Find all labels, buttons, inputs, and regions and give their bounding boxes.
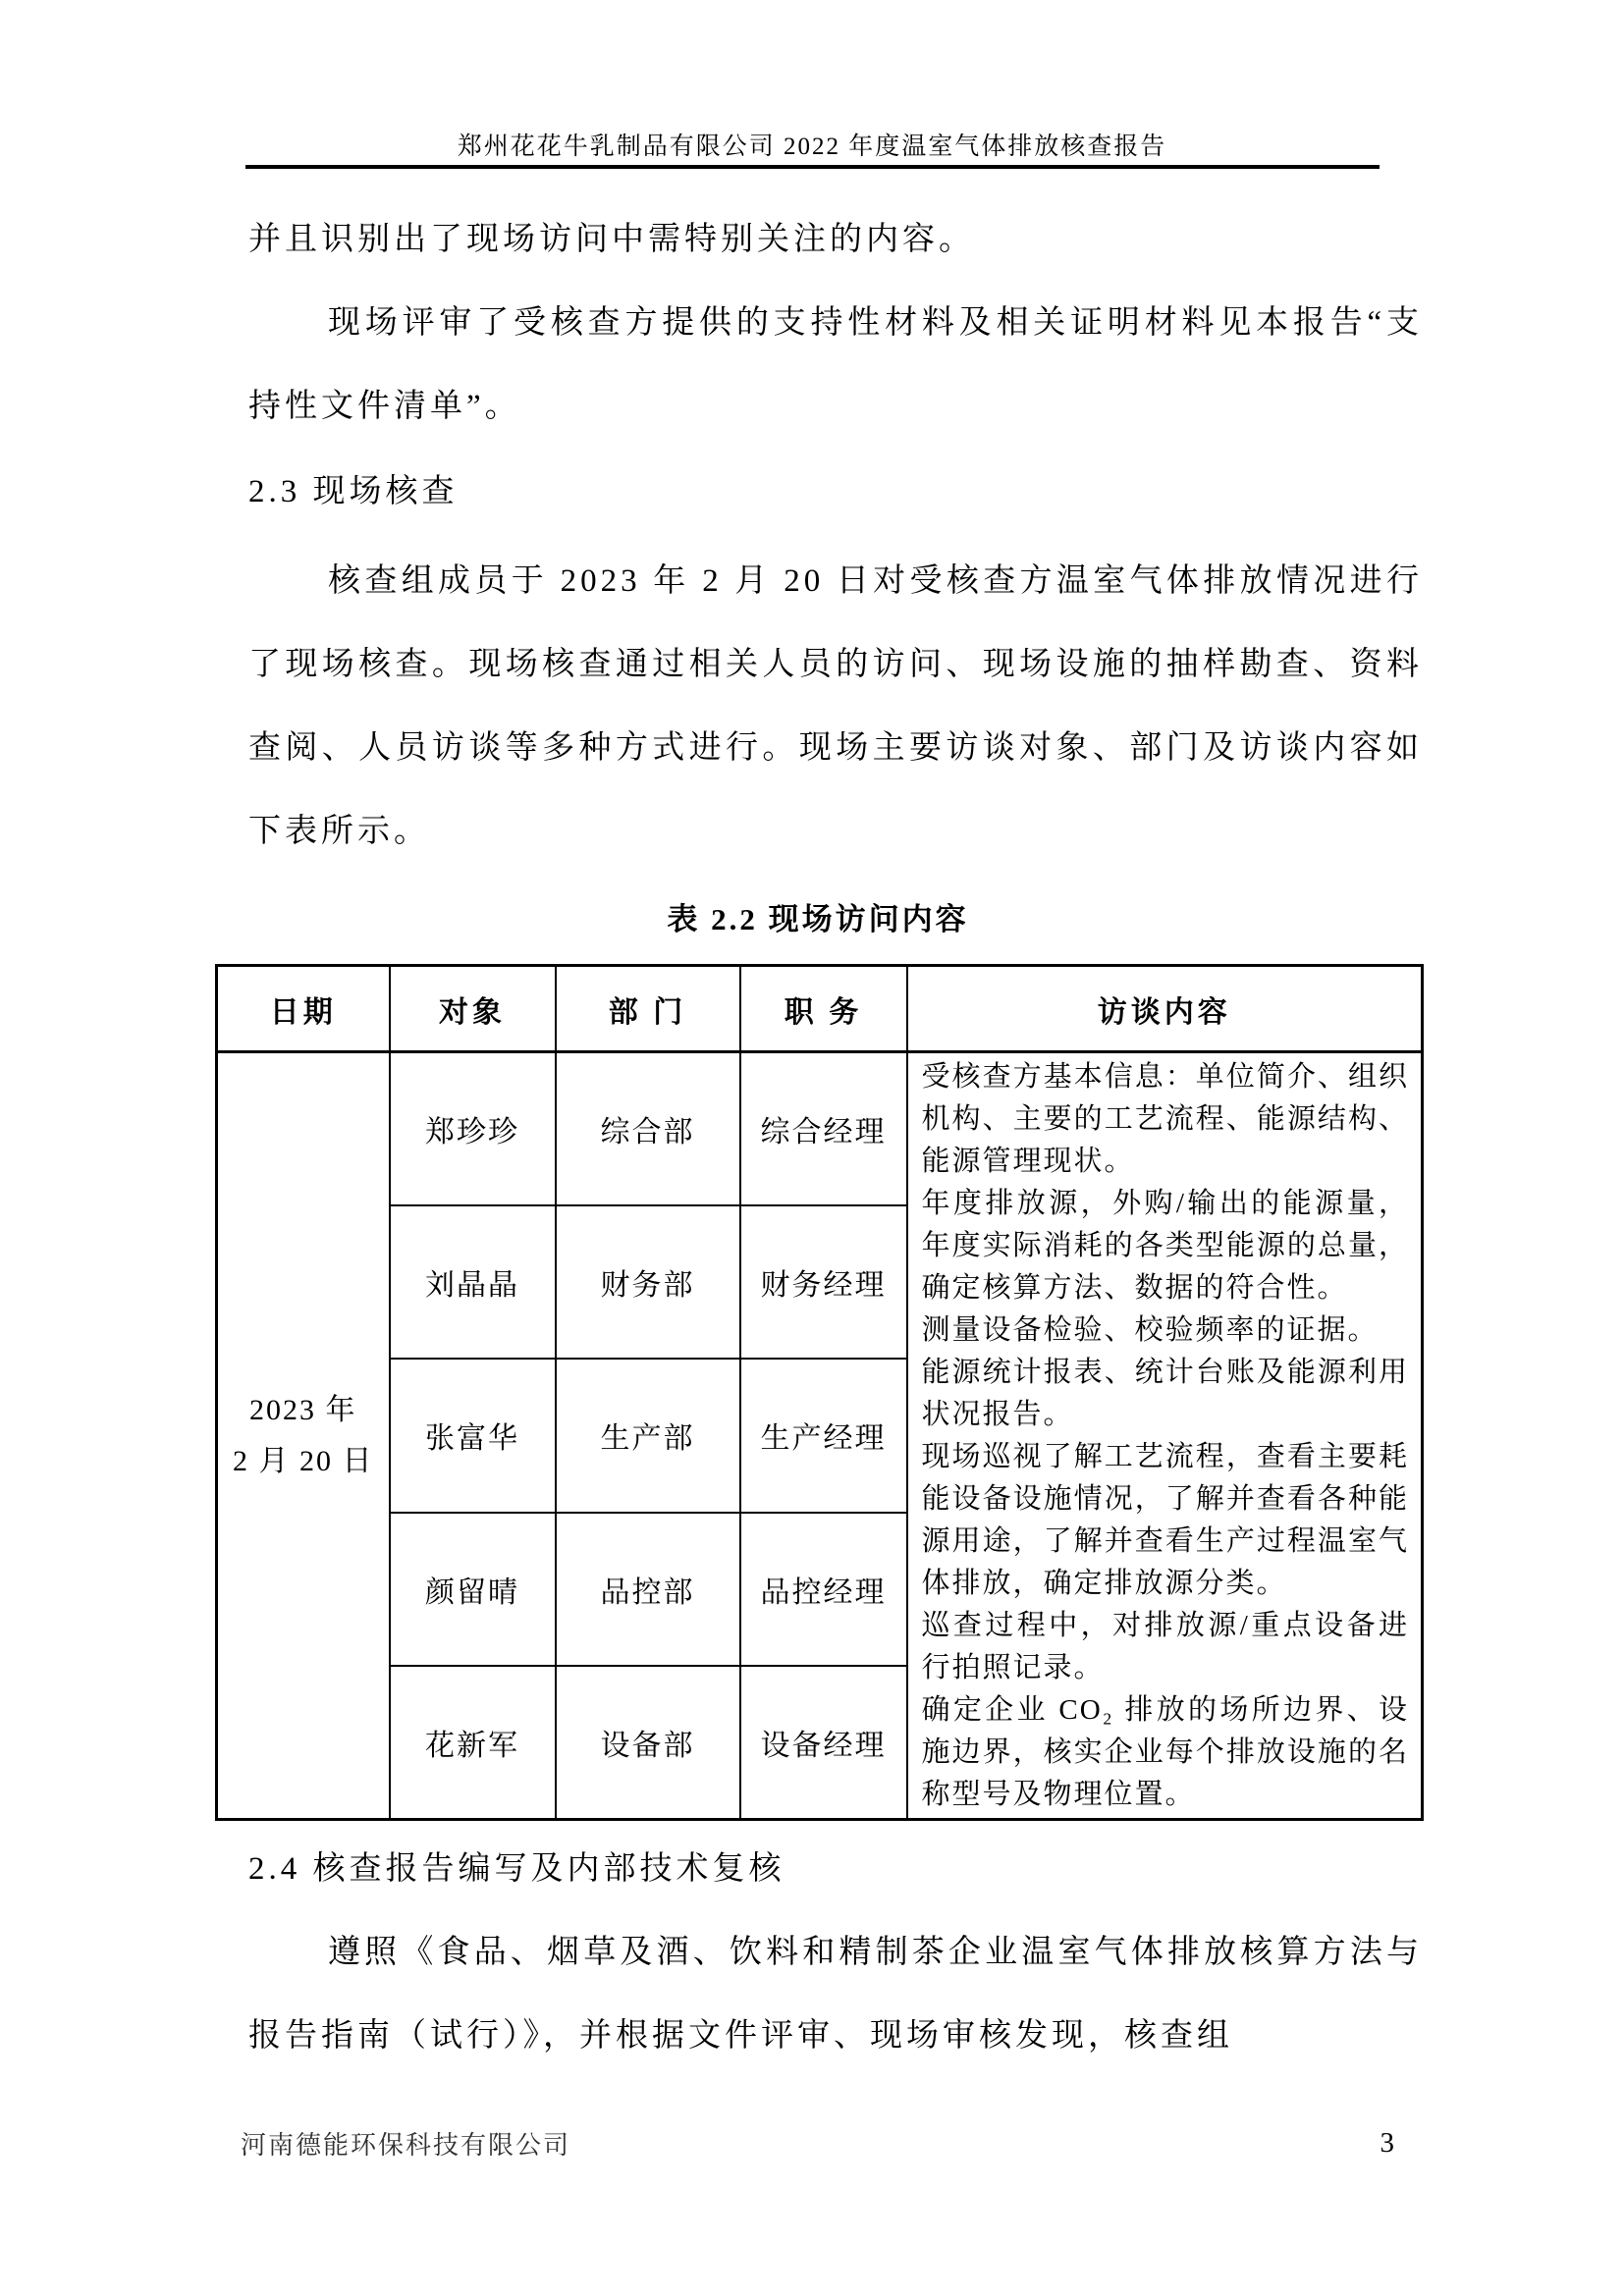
column-header-content: 访谈内容 [907,966,1423,1052]
title-cell: 综合经理 [740,1052,907,1205]
title-cell: 财务经理 [740,1205,907,1359]
dept-cell: 设备部 [556,1666,740,1819]
paragraph-report-writing: 遵照《食品、烟草及酒、饮料和精制茶企业温室气体排放核算方法与报告指南（试行）》，并根据文件评审、现场审核发现，核查组 [248,1935,1423,2054]
footer-company-name: 河南德能环保科技有限公司 [241,2130,571,2160]
dept-cell: 综合部 [556,1052,740,1205]
person-cell: 花新军 [390,1666,556,1819]
column-header-dept: 部 门 [556,966,740,1052]
interview-item: 受核查方基本信息：单位简介、组织机构、主要的工艺流程、能源结构、能源管理现状。 [921,1061,1409,1177]
person-cell: 刘晶晶 [390,1205,556,1359]
dept-cell: 生产部 [556,1359,740,1512]
paragraph-review: 现场评审了受核查方提供的支持性材料及相关证明材料见本报告“支持性文件清单”。 [248,305,1423,424]
paragraph-group-top [248,198,1423,449]
title-cell: 品控经理 [740,1513,907,1666]
person-cell: 郑珍珍 [390,1052,556,1205]
page-header-title: 郑州花花牛乳制品有限公司 2022 年度温室气体排放核查报告 [457,133,1167,160]
section-heading-2-3: 2.3 现场核查 [248,474,459,509]
header-rule [245,165,1380,169]
page-number: 3 [1380,2126,1394,2159]
paragraph-continuation: 并且识别出了现场访问中需特别关注的内容。 [248,222,975,257]
paragraph-site-verification: 核查组成员于 2023 年 2 月 20 日对受核查方温室气体排放情况进行了现场核查。现场核查通过相关人员的访问、现场设施的抽样勘查、资料查阅、人员访谈等多种方式进行。现场主要访谈对象、部门及访谈内容如下表所示。 [248,563,1423,849]
interview-item: 测量设备检验、校验频率的证据。 [921,1314,1379,1346]
section-heading-2-4: 2.4 核查报告编写及内部技术复核 [248,1851,785,1887]
column-header-title: 职 务 [740,966,907,1052]
interview-item: 年度排放源，外购/输出的能源量，年度实际消耗的各类型能源的总量，确定核算方法、数据的符合性。 [921,1188,1409,1304]
interview-content-cell [907,1052,1423,1820]
page-footer [241,2118,1394,2167]
interview-item: 能源统计报表、统计台账及能源利用状况报告。 [921,1357,1409,1430]
interview-item: 巡查过程中，对排放源/重点设备进行拍照记录。 [921,1610,1409,1683]
date-line-2: 2 月 20 日 [233,1444,374,1477]
column-header-person: 对象 [390,966,556,1052]
site-visit-table [215,964,1424,1821]
dept-cell: 财务部 [556,1205,740,1359]
person-cell: 颜留晴 [390,1513,556,1666]
date-line-1: 2023 年 [249,1393,357,1426]
title-cell: 设备经理 [740,1666,907,1819]
date-cell [217,1052,390,1820]
dept-cell: 品控部 [556,1513,740,1666]
table-title: 表 2.2 现场访问内容 [667,902,969,936]
interview-item: 确定企业 CO₂ 排放的场所边界、设施边界，核实企业每个排放设施的名称型号及物理位置。 [921,1694,1409,1810]
person-cell: 张富华 [390,1359,556,1512]
title-cell: 生产经理 [740,1359,907,1512]
table-header-row [217,966,1423,1052]
table-row [217,1052,1423,1205]
interview-item: 现场巡视了解工艺流程，查看主要耗能设备设施情况，了解并查看各种能源用途，了解并查看生产过程温室气体排放，确定排放源分类。 [921,1441,1409,1599]
column-header-date: 日期 [217,966,390,1052]
